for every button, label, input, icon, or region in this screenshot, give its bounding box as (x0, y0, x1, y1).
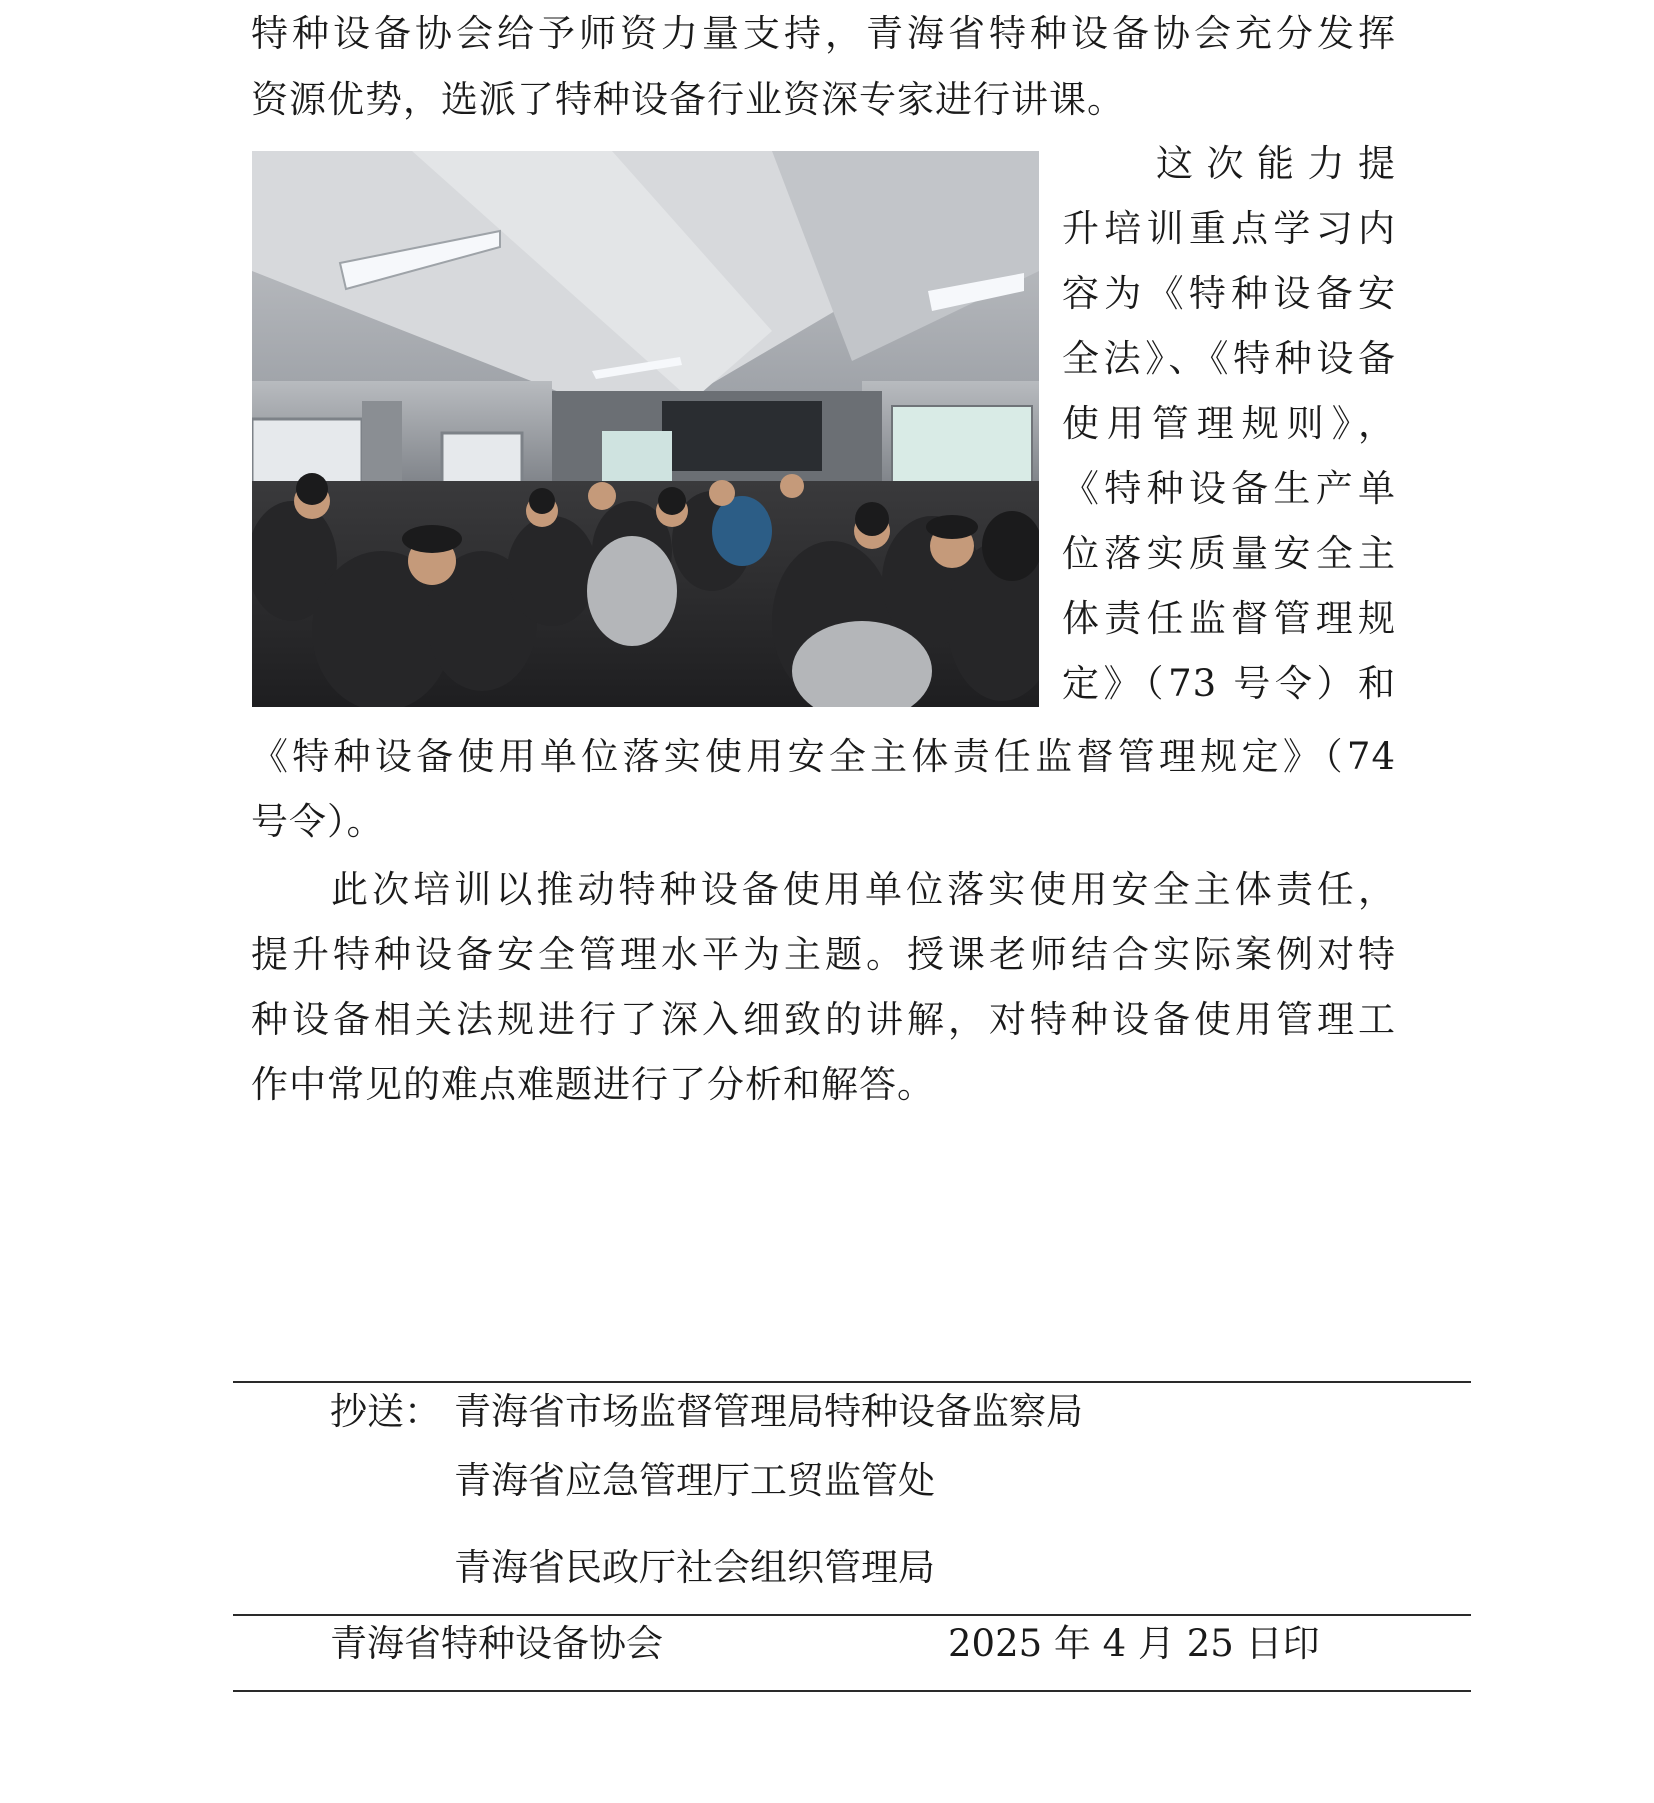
training-session-photo (252, 151, 1039, 707)
cc-recipient: 青海省应急管理厅工贸监管处 (454, 1459, 935, 1502)
footer-divider-bottom (233, 1690, 1471, 1692)
body-text-line: 提升特种设备安全管理水平为主题。授课老师结合实际案例对特 (251, 933, 1396, 976)
body-text-line: 号令）。 (251, 800, 385, 843)
body-text-line: 《特种设备使用单位落实使用安全主体责任监督管理规定》（74 (251, 735, 1396, 778)
body-text-line: 位落实质量安全主 (1062, 532, 1396, 575)
body-text-line: 使用管理规则》， (1062, 402, 1396, 445)
cc-recipient: 青海省民政厅社会组织管理局 (454, 1546, 935, 1589)
body-text-line: 容为《特种设备安 (1062, 272, 1396, 315)
body-text-line: 资源优势，选派了特种设备行业资深专家进行讲课。 (251, 78, 1125, 121)
cc-recipient: 青海省市场监督管理局特种设备监察局 (454, 1390, 1083, 1433)
body-text-line: 作中常见的难点难题进行了分析和解答。 (251, 1063, 935, 1106)
body-text-line: 升培训重点学习内 (1062, 207, 1396, 250)
body-text-line: 《特种设备生产单 (1062, 467, 1396, 510)
footer-divider-middle (233, 1614, 1471, 1616)
body-text-line: 此次培训以推动特种设备使用单位落实使用安全主体责任， (331, 868, 1396, 911)
issuer-name: 青海省特种设备协会 (330, 1622, 663, 1665)
body-text-line: 特种设备协会给予师资力量支持，青海省特种设备协会充分发挥 (251, 12, 1396, 55)
print-date: 2025 年 4 月 25 日印 (948, 1622, 1320, 1665)
body-text-line: 全法》、《特种设备 (1062, 337, 1396, 380)
body-text-line: 体责任监督管理规 (1062, 597, 1396, 640)
body-text-line: 这次能力提 (1156, 142, 1396, 185)
body-text-line: 种设备相关法规进行了深入细致的讲解，对特种设备使用管理工 (251, 998, 1396, 1041)
cc-label: 抄送： (330, 1390, 441, 1433)
body-text-line: 定》（73 号令）和 (1062, 662, 1396, 705)
footer-divider-top (233, 1381, 1471, 1383)
